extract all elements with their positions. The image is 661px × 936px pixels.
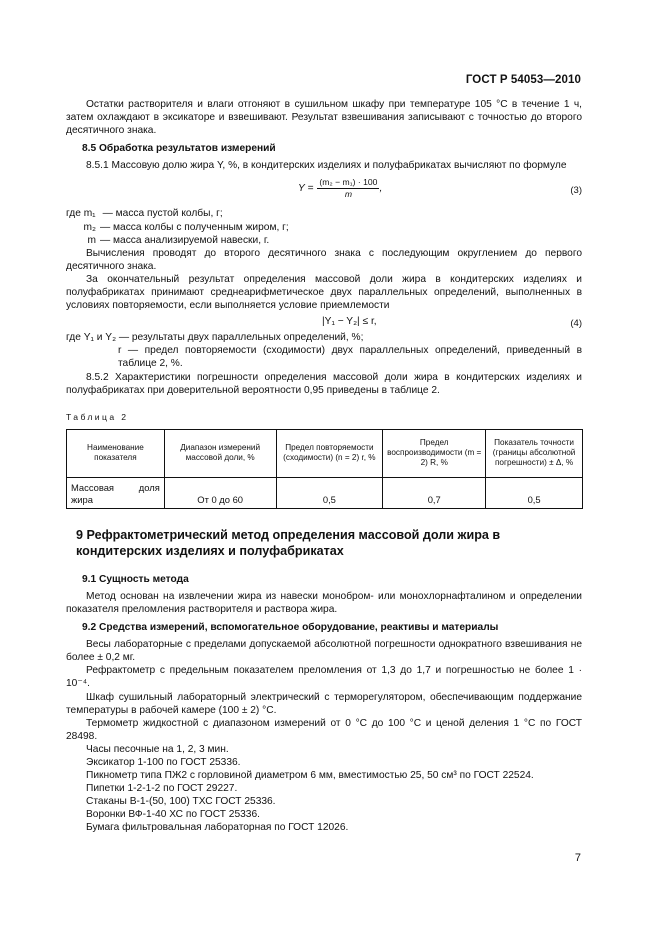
- table-2: [66, 429, 583, 509]
- standard-header: ГОСТ Р 54053—2010: [465, 74, 581, 86]
- table-caption: Таблица 2: [66, 411, 129, 422]
- equipment-item: Пипетки 1-2-1-2 по ГОСТ 29227.: [86, 783, 238, 795]
- formula-4-expression: |Y₁ − Y₂| ≤ r,: [322, 316, 377, 328]
- equipment-item: Воронки ВФ-1-40 ХС по ГОСТ 25336.: [86, 809, 260, 821]
- where-label: где m₁: [66, 208, 96, 220]
- formula-3-tail: ,: [379, 183, 383, 195]
- section-9-heading: 9 Рефрактометрический метод определения массовой доли жира в кондитерских изделиях и полуфабрикатах: [76, 527, 501, 558]
- equipment-item: Весы лабораторные с пределами допускаемой абсолютной погрешности однократного взвешивания не более ± 0,2 мг.: [66, 639, 582, 664]
- final-result-text: За окончательный результат определения массовой доли жира в кондитерских изделиях и полуфабрикатах принимают среднеарифметическое двух параллельных определений, выполненных в условиях повторяемости, если выполняется условие приемлемости: [66, 273, 582, 312]
- where-label: m: [87, 234, 96, 246]
- table-header-cell: Наименование показателя: [67, 429, 165, 477]
- formula-3-fraction: [317, 177, 379, 200]
- section-8-5-1-text: 8.5.1 Массовую долю жира Y, %, в кондитерских изделиях и полуфабрикатах вычисляют по формуле: [86, 160, 567, 172]
- where-item: [66, 207, 582, 220]
- table-header-row: [67, 429, 583, 477]
- table-cell: Массовая доля жира: [67, 477, 165, 508]
- page-number: 7: [574, 852, 581, 864]
- table-cell: 0,5: [276, 477, 383, 508]
- equipment-item: Бумага фильтровальная лабораторная по ГОСТ 12026.: [86, 822, 349, 834]
- formula-3-numerator: (m₂ − m₁) · 100: [319, 177, 378, 188]
- equipment-item: Рефрактометр с предельным показателем преломления от 1,3 до 1,7 и погрешностью не более 1 · 10⁻⁴.: [66, 665, 582, 690]
- where-text: — масса анализируемой навески, г.: [100, 234, 270, 246]
- where-text: — масса колбы с полученным жиром, г;: [100, 221, 289, 233]
- equipment-item: Пикнометр типа ПЖ2 с горловиной диаметром 6 мм, вместимостью 25, 50 см³ по ГОСТ 22524.: [86, 770, 534, 782]
- table-cell: 0,7: [383, 477, 486, 508]
- equipment-item: Стаканы В-1-(50, 100) ТХС ГОСТ 25336.: [86, 796, 276, 808]
- section-8-5-2-text: 8.5.2 Характеристики погрешности определения массовой доли жира в кондитерских изделиях и полуфабрикатах при доверительной вероятности 0,95 приведены в таблице 2.: [66, 371, 582, 396]
- equipment-item: Шкаф сушильный лабораторный электрический с терморегулятором, обеспечивающим поддержание температуры в рабочей камере (100 ± 2) °С.: [66, 691, 582, 716]
- formula-3: [66, 175, 582, 205]
- table-row: [67, 477, 583, 508]
- table-header-cell: Предел воспроизводимости (m = 2) R, %: [383, 429, 486, 477]
- where-4-item: где Y₁ и Y₂ — результаты двух параллельных определений, %;: [66, 332, 364, 344]
- formula-4-number: (4): [570, 318, 582, 330]
- table-cell: От 0 до 60: [164, 477, 276, 508]
- intro-paragraph: Остатки растворителя и влаги отгоняют в сушильном шкафу при температуре 105 °С в течение 1 ч, затем охлаждают в эксикаторе и взвешивают. Результат взвешивания записывают с точностью до второго десятичного знака.: [66, 99, 582, 137]
- equipment-item: Термометр жидкостной с диапазоном измерений от 0 °С до 100 °С и ценой деления 1 °С по ГОСТ 28498.: [66, 717, 582, 742]
- equipment-item: Часы песочные на 1, 2, 3 мин.: [86, 743, 229, 755]
- where-text: — масса пустой колбы, г;: [102, 208, 223, 220]
- section-8-5-heading: 8.5 Обработка результатов измерений: [82, 143, 276, 155]
- equipment-item: Эксикатор 1-100 по ГОСТ 25336.: [86, 757, 241, 768]
- calculation-text: Вычисления проводят до второго десятичного знака с последующим округлением до первого десятичного знака.: [66, 247, 582, 272]
- formula-4: [66, 313, 582, 330]
- formula-3-denominator: m: [344, 189, 352, 200]
- section-9-1-heading: 9.1 Сущность метода: [82, 573, 189, 585]
- section-9-2-heading: 9.2 Средства измерений, вспомогательное оборудование, реактивы и материалы: [82, 622, 499, 634]
- formula-3-lhs: Y =: [298, 183, 314, 195]
- where-item: [66, 221, 582, 234]
- where-label: m₂: [83, 221, 96, 233]
- table-header-cell: Предел повторяемости (сходимости) (n = 2) r, %: [276, 429, 383, 477]
- where-item: [66, 234, 582, 247]
- page-content: [66, 98, 582, 835]
- where-4-item: r — предел повторяемости (сходимости) двух параллельных определений, приведенный в таблице 2, %.: [118, 345, 582, 370]
- table-cell: 0,5: [486, 477, 583, 508]
- section-9-1-text: Метод основан на извлечении жира из навески монобром- или монохлорнафталином и определении показателя преломления растворителя и раствора жира.: [66, 590, 582, 615]
- table-header-cell: Диапазон измерений массовой доли, %: [164, 429, 276, 477]
- table-header-cell: Показатель точности (границы абсолютной погрешности) ± Δ, %: [486, 429, 583, 477]
- formula-3-number: (3): [570, 185, 582, 197]
